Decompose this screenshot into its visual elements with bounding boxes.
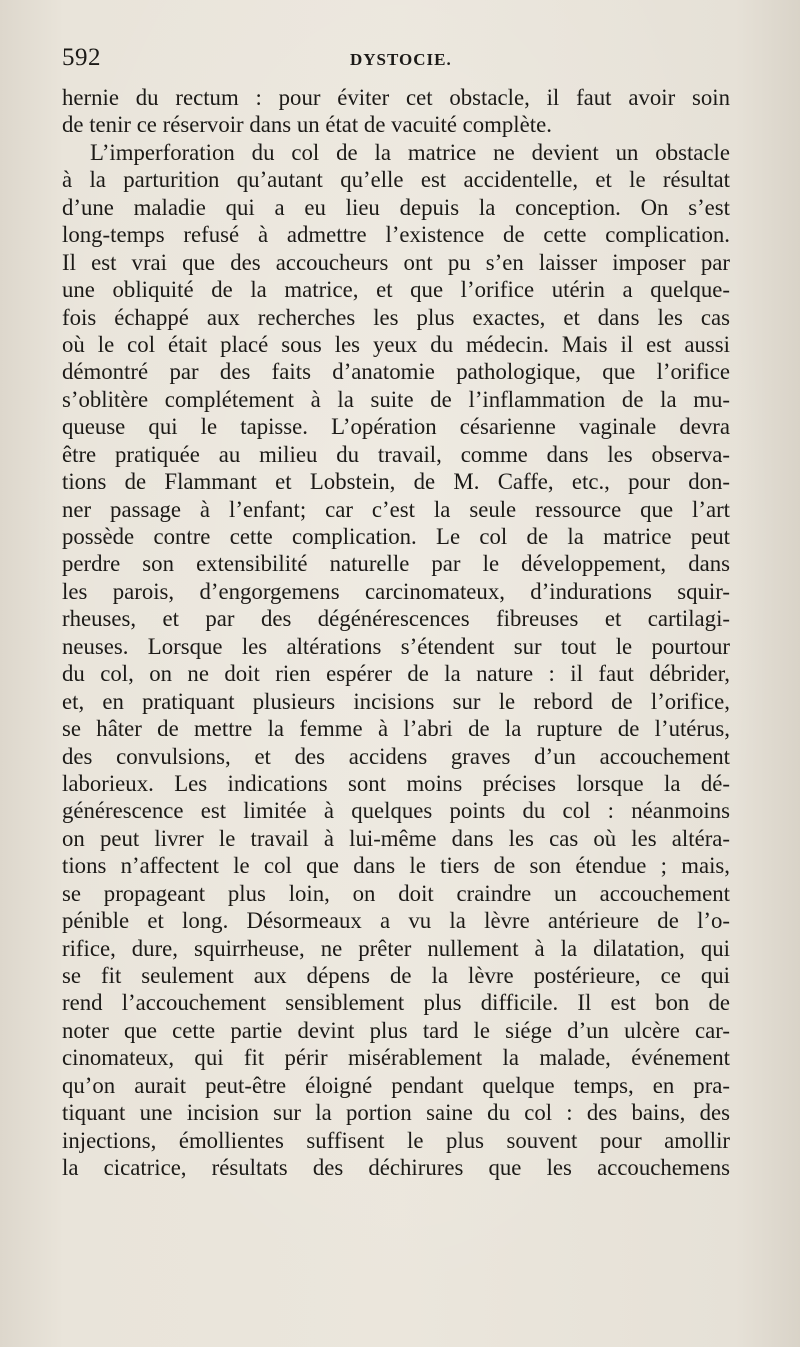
text-line: ner passage à l’enfant; car c’est la seule ressource que l’art xyxy=(62,496,730,522)
text-line: d’une maladie qui a eu lieu depuis la conception. On s’est xyxy=(62,194,730,220)
text-line: L’imperforation du col de la matrice ne devient un obstacle xyxy=(90,139,730,165)
text-line: et, en pratiquant plusieurs incisions sur le rebord de l’orifice, xyxy=(62,688,730,714)
text-line: noter que cette partie devint plus tard le siége d’un ulcère car- xyxy=(62,1017,730,1043)
text-line: démontré par des faits d’anatomie pathologique, que l’orifice xyxy=(62,359,730,385)
text-line: rend l’accouchement sensiblement plus difficile. Il est bon de xyxy=(62,990,730,1016)
page-number: 592 xyxy=(62,44,101,71)
text-line: générescence est limitée à quelques points du col : néanmoins xyxy=(62,798,730,824)
text-line: possède contre cette complication. Le col de la matrice peut xyxy=(62,524,730,549)
text-line: être pratiquée au milieu du travail, comme dans les observa- xyxy=(62,441,730,467)
text-line: la cicatrice, résultats des déchirures que les accouchemens xyxy=(62,1155,730,1181)
text-line: se fit seulement aux dépens de la lèvre postérieure, ce qui xyxy=(62,963,730,988)
text-line: laborieux. Les indications sont moins précises lorsque la dé- xyxy=(62,770,730,796)
text-line: tions de Flammant et Lobstein, de M. Caffe, etc., pour don- xyxy=(62,469,730,495)
text-line: où le col était placé sous les yeux du médecin. Mais il est aussi xyxy=(62,331,730,357)
text-line: des convulsions, et des accidens graves d’un accouchement xyxy=(62,743,730,769)
body-text xyxy=(62,84,730,1182)
text-line: long-temps refusé à admettre l’existence de cette complication. xyxy=(62,222,730,248)
page-header xyxy=(62,44,738,78)
text-line: tions n’affectent le col que dans le tiers de son étendue ; mais, xyxy=(62,853,730,879)
text-line: rheuses, et par des dégénérescences fibreuses et cartilagi- xyxy=(62,606,730,632)
text-line: de tenir ce réservoir dans un état de vacuité complète. xyxy=(62,112,552,138)
text-line: rifice, dure, squirrheuse, ne prêter nullement à la dilatation, qui xyxy=(62,935,730,961)
text-line: cinomateux, qui fit périr misérablement la malade, événement xyxy=(62,1045,730,1071)
text-line: tiquant une incision sur la portion saine du col : des bains, des xyxy=(62,1100,730,1126)
text-line: se hâter de mettre la femme à l’abri de la rupture de l’utérus, xyxy=(62,716,730,742)
text-line: pénible et long. Désormeaux a vu la lèvre antérieure de l’o- xyxy=(62,908,730,934)
text-line: Il est vrai que des accoucheurs ont pu s’en laisser imposer par xyxy=(62,249,730,275)
text-line: perdre son extensibilité naturelle par le développement, dans xyxy=(62,551,730,577)
text-line: injections, émollientes suffisent le plus souvent pour amollir xyxy=(62,1127,730,1153)
text-line: s’oblitère complétement à la suite de l’inflammation de la mu- xyxy=(62,386,730,412)
text-line: on peut livrer le travail à lui-même dans les cas où les altéra- xyxy=(62,825,730,851)
text-line: neuses. Lorsque les altérations s’étendent sur tout le pourtour xyxy=(62,633,730,659)
text-line: queuse qui le tapisse. L’opération césarienne vaginale devra xyxy=(62,414,730,440)
text-line: une obliquité de la matrice, et que l’orifice utérin a quelque- xyxy=(62,277,730,303)
text-line: du col, on ne doit rien espérer de la nature : il faut débrider, xyxy=(62,661,730,687)
text-line: hernie du rectum : pour éviter cet obstacle, il faut avoir soin xyxy=(62,85,730,110)
running-head: DYSTOCIE. xyxy=(350,50,452,69)
text-line: à la parturition qu’autant qu’elle est accidentelle, et le résultat xyxy=(62,167,730,193)
text-line: qu’on aurait peut-être éloigné pendant quelque temps, en pra- xyxy=(62,1072,730,1098)
text-line: se propageant plus loin, on doit craindre un accouchement xyxy=(62,880,730,906)
text-line: fois échappé aux recherches les plus exactes, et dans les cas xyxy=(62,304,730,330)
text-line: les parois, d’engorgemens carcinomateux, d’indurations squir- xyxy=(62,578,730,604)
